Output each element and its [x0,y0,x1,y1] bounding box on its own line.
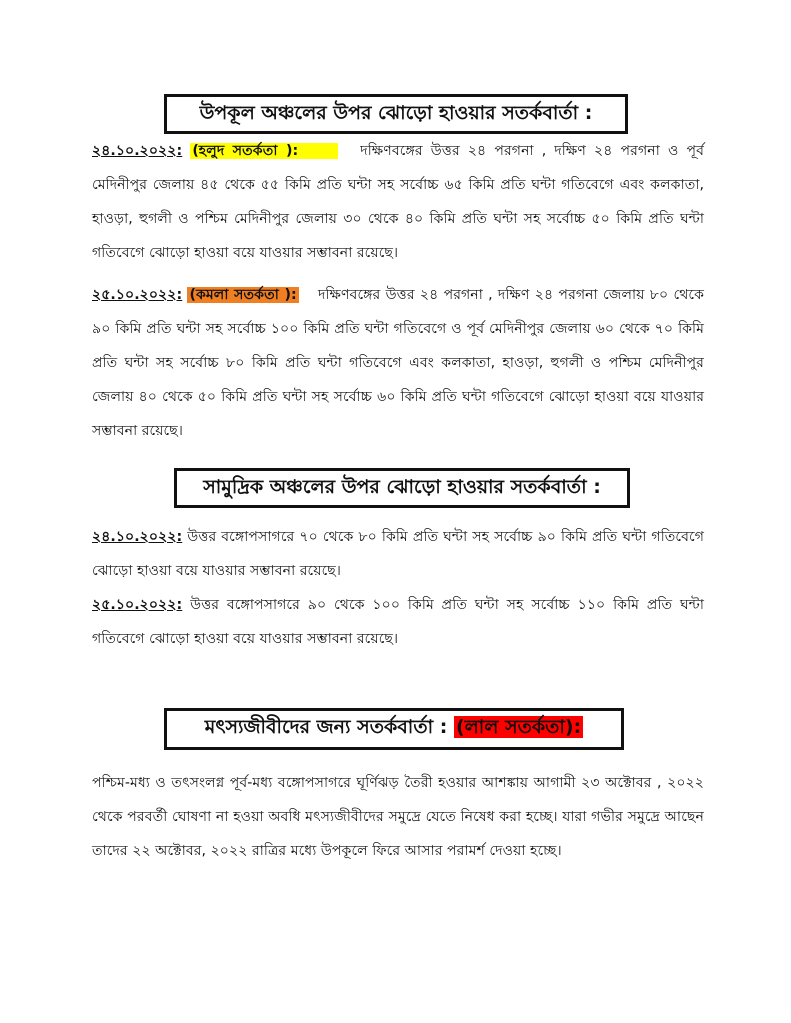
yellow-alert-tag: (হলুদ সতর্কতা ): [190,143,338,159]
marine-day1-text: উত্তর বঙ্গোপসাগরে ৭০ থেকে ৮০ কিমি প্রতি ঘন্টা সহ সর্বোচ্চ ৯০ কিমি প্রতি ঘন্টা গতিবেগে ঝোড়ো হাওয়া বয়ে যাওয়ার সম্ভাবনা রয়েছে। [92,529,704,579]
coastal-day1-text: দক্ষিণবঙ্গের উত্তর ২৪ পরগনা , দক্ষিণ ২৪ পরগনা ও পূর্ব মেদিনীপুর জেলায় ৪৫ থেকে ৫৫ কিমি প্রতি ঘন্টা সহ সর্বোচ্চ ৬৫ কিমি প্রতি ঘন্টা গতিবেগে এবং কলকাতা, হাওড়া, হুগলী ও পশ্চিম মেদিনীপুর জেলায় ৩০ থেকে ৪০ কিমি প্রতি ঘন্টা সহ সর্বোচ্চ ৫০ কিমি প্রতি ঘন্টা গতিবেগে ঝোড়ো হাওয়া বয়ে যাওয়ার সম্ভাবনা রয়েছে। [92,143,705,261]
coastal-warning-day1 [92,134,704,270]
fishermen-warning-heading [164,708,624,750]
marine-day2-text: উত্তর বঙ্গোপসাগরে ৯০ থেকে ১০০ কিমি প্রতি ঘন্টা সহ সর্বোচ্চ ১১০ কিমি প্রতি ঘন্টা গতিবেগে ঝোড়ো হাওয়া বয়ে যাওয়ার সম্ভাবনা রয়েছে। [92,597,704,647]
marine-warning-day1 [92,520,704,588]
marine-day1-date: ২৪.১০.২০২২: [92,529,183,545]
orange-alert-tag: (কমলা সতর্কতা ): [189,287,297,303]
coastal-warning-day2 [92,278,704,448]
red-alert-tag: (লাল সতর্কতা): [455,716,582,738]
coastal-day2-text: দক্ষিণবঙ্গের উত্তর ২৪ পরগনা , দক্ষিণ ২৪ পরগনা জেলায় ৮০ থেকে ৯০ কিমি প্রতি ঘন্টা সহ সর্বোচ্চ ১০০ কিমি প্রতি ঘন্টা গতিবেগে ও পূর্ব মেদিনীপুর জেলায় ৬০ থেকে ৭০ কিমি প্রতি ঘন্টা সহ সর্বোচ্চ ৮০ কিমি প্রতি ঘন্টা গতিবেগে এবং কলকাতা, হাওড়া, হুগলী ও পশ্চিম মেদিনীপুর জেলায় ৪০ থেকে ৫০ কিমি প্রতি ঘন্টা সহ সর্বোচ্চ ৬০ কিমি প্রতি ঘন্টা গতিবেগে ঝোড়ো হাওয়া বয়ে যাওয়ার সম্ভাবনা রয়েছে। [92,287,705,439]
marine-warning-day2 [92,588,704,656]
marine-warning-heading: সামুদ্রিক অঞ্চলের উপর ঝোড়ো হাওয়ার সতর্কবার্তা : [174,468,630,508]
fishermen-warning-text: পশ্চিম-মধ্য ও তৎসংলগ্ন পূর্ব-মধ্য বঙ্গোপসাগরে ঘূর্ণিঝড় তৈরী হওয়ার আশঙ্কায় আগামী ২৩ অক্টোবর , ২০২২ থেকে পরবর্তী ঘোষণা না হওয়া অবধি মৎস্যজীবীদের সমুদ্রে যেতে নিষেধ করা হচ্ছে। যারা গভীর সমুদ্রে আছেন তাদের ২২ অক্টোবর, ২০২২ রাত্রির মধ্যে উপকূলে ফিরে আসার পরামর্শ দেওয়া হচ্ছে। [92,775,704,859]
marine-day2-date: ২৫.১০.২০২২: [92,597,183,613]
coastal-day1-date: ২৪.১০.২০২২: [92,143,183,159]
coastal-day2-date: ২৫.১০.২০২২: [92,287,183,303]
fishermen-heading-text: মৎস্যজীবীদের জন্য সতর্কবার্তা : [204,716,448,738]
coastal-warning-heading: উপকূল অঞ্চলের উপর ঝোড়ো হাওয়ার সতর্কবার্তা : [164,94,628,134]
